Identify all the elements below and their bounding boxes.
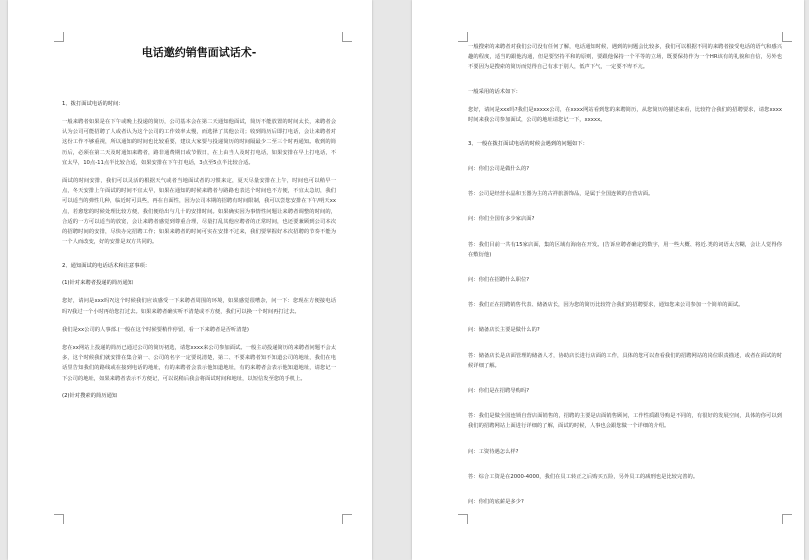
question: 问：你们公司是做什么的? (468, 166, 530, 173)
answer: 答：我们目前一共有15家店面，集的区域有海南在开发。(告诉应聘者确定的数字，用一些大概、将近.类的词语太含糊，会让人觉得你在敷衍他) (468, 241, 782, 258)
section-heading: 1、拨打面试电话的时间： (62, 101, 124, 107)
paragraph: 您在xx网站上投递的简历已通过公司的简历初选，请您xxxx来公司参加面试。一般主动投递简历的来聘者问题不会太多，这个时候我们就安排在集合第一、公司的名字一定要说清楚，第二、不要来聘者知不知道公司的地址，我们在电话里告知我们的路线或在接到电话的地址，有的来聘者会表示他知道地址，有的来聘者会表示他知道地址，请您记一下公司的地址，如果来聘者表示不方便记，可以说稍后我会将面试时间和地址，以短信发至您的手机上。 (62, 345, 336, 382)
question: 问：储备店长主要是做什么的? (468, 327, 540, 334)
subsection-heading: 一般采用的话术如下： (468, 88, 521, 95)
section-heading: 3、一般在拨打面试电话的时候会遇到的问题如下： (468, 141, 588, 148)
document-title: 电话邀约销售面试话术- (141, 46, 257, 59)
question: 问：你们的底薪是多少? (468, 499, 524, 506)
paragraph: 您好，请问是xxx吗?(这个时候我们应该感受一下来聘者周围的环境，如果感觉很嘈杂，问一下：您现在方便接电话吗?/我过一个小时再给您打过去。如果来聘者确实听不清楚或不方便，我们可以换一个时间再打过去。 (62, 298, 336, 315)
section-heading: 2、通知面试的电话话术和注意事项： (62, 263, 151, 270)
paragraph: 我们是xx公司的人事部.(一般在这个时候要稍作停留，看一下来聘者是否听清楚) (62, 326, 249, 333)
answer: 答：储备店长是店面管理的储备人才，协助店长进行店面的工作，具体的您可以查看我们的招聘网站的岗位职责描述，或者在面试的时候详细了解。 (468, 352, 782, 369)
subsection-heading: (1)针对来聘者投递的简历通知 (62, 280, 134, 287)
question: 问：你们是在招聘导购吗? (468, 388, 530, 395)
paragraph: 您好，请问是xxx吗?我们是xxxxx公司，在xxxx网站看到您的来聘简历，从您简历的描述来看，比较符合我们的招聘要求，请您xxxx时间来我公司参加面试，公司的地址请您记一下，xxxxx。 (468, 106, 782, 123)
answer: 答：公司是经营水晶和玉器为主的古祥旅游饰品，是属于全国连锁的自营店面。 (468, 191, 654, 198)
answer: 答：综合工资是在2000-4000，我们在员工转正之后购买五险，另外员工的减刑也是比较完善的。 (468, 473, 699, 480)
question: 问：你们全国有多少家店面? (468, 216, 535, 223)
answer: 答：我们正在招聘销售代表、储备店长，因为您的简历比较符合我们的招聘要求，通知您来公司参加一个简单的面试。 (468, 302, 744, 309)
paragraph: 一般来聘者如果是在下午或晚上投递的简历，公司基本会在第二天通知他面试，简历不能放置的时间太长，来聘者会认为公司可能招聘了人或者认为这个公司的工作效率太慢，而选择了其他公司；收到简历后即打电话，会让来聘者对这份工作不够重视，所以通知的时间也比较重要，建议大家要与投递简历的时间隔最少二至三个时再通知。收到的简历后，必须在第二天及时通知来聘者，路非通费期日或节假日，在上由当人及时打电话，如果安排在早上打电话，不宜太早，10点-11点半比较合适，如果安排在下午打电话，3点至5点半比较合适。 (62, 119, 336, 166)
paragraph: 面试的时间安排，我们可以灵活的根据天气或者当地面试者的习惯来定，夏天尽量安排在上午，时间也可以稍早一点，冬天安排上午面试的时间不宜太早，如果在通知的时候来聘者与路路也表达个时间也不方便，不宜太急切，我们可以适当的弹性几种，临近时可具些，再在自面性，因为公司本期的招聘有时间限制，我可以尝您安排在下午/明天xx点，若愈您的时候处理比较方便，我们便给出与几十的安排时间。如果确实因为事情性问题让来聘者调整的时间的，合适的一方可以适当的放宽，会让来聘者感觉到尊重合理，尽量打乱其他应聘者的正常时间，也还要兼顾到公司本次的招聘时间的安排，尽快办完招聘工作；如果来聘者的时间可实在安排不过来，我们要掌握好本次招聘的节奏不能为一个人而改变，好的安排是双方共同的。 (62, 178, 336, 246)
question: 问：你们在招聘什么职位? (468, 277, 530, 284)
question: 问：工资待遇怎么样? (468, 448, 519, 455)
paragraph: 一般搜索的来聘者对我们公司没有任何了解，电话通知时候，遇到的问题会比较多，我们可以根据不同的来聘者接受电话的语气和感兴趣的程度，适当的跟他沟通，但是要坚持平和的原则，要跟他保持一个平等的立场，既要保持作为一个HR该有的礼貌和自信，另外也不要因为是搜索的简历而觉得自己有求于别人，低声下气，一定要不卑不亢。 (468, 44, 782, 71)
subsection-heading: (2)针对搜索的简历通知 (62, 392, 118, 399)
document-page-2 (412, 0, 804, 560)
document-page-1 (8, 0, 372, 560)
answer: 答：我们是做全国连锁自营店面销售的，招聘的主要是店面销售顾问，工作性质跟导购是不同的，有很好的发展空间，具体的你可以到我们的招聘网站上面进行详细的了解，面试的时候，人事也会跟您做一个详细的介绍。 (468, 413, 782, 430)
